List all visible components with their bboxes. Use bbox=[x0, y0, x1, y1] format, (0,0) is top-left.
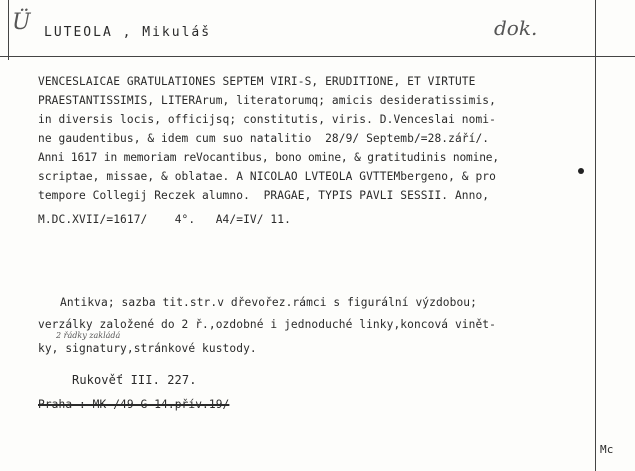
left-header-tick bbox=[8, 0, 9, 60]
record-line: Anni 1617 in memoriam reVocantibus, bono omine, & gratitudinis nomine, bbox=[38, 151, 499, 164]
ink-dot bbox=[578, 168, 584, 174]
handwritten-insert: 2 řádky zakládá bbox=[56, 331, 121, 340]
footer-mark: Mc bbox=[600, 443, 614, 456]
right-margin-line bbox=[595, 0, 596, 471]
note-line: ky, signatury,stránkové kustody. bbox=[38, 342, 257, 355]
note-line: Antikva; sazba tit.str.v dřevořez.rámci s figurální výzdobou; bbox=[60, 296, 477, 309]
record-line: VENCESLAICAE GRATULATIONES SEPTEM VIRI-S, ERUDITIONE, ET VIRTUTE bbox=[38, 75, 476, 88]
corner-mark: Ü bbox=[12, 10, 31, 35]
header-divider bbox=[0, 56, 635, 57]
note-line: verzálky založené do 2 ř.,ozdobné i jednoduché linky,koncová vinět- bbox=[38, 318, 496, 331]
card-heading: LUTEOLA , Mikuláš bbox=[44, 25, 212, 40]
record-line: ne gaudentibus, & idem cum suo natalitio 28/9/ Septemb/=28.září/. bbox=[38, 132, 490, 145]
reference: Rukověť III. 227. bbox=[72, 373, 197, 387]
record-line: tempore Collegij Reczek alumno. PRAGAE, TYPIS PAVLI SESSII. Anno, bbox=[38, 189, 490, 202]
record-line: in diversis locis, officijsq; constitutis, viris. D.Venceslai nomi- bbox=[38, 113, 496, 126]
struck-location: Praha : MK /49 G 14.přív.19/ bbox=[38, 398, 230, 411]
record-line: PRAESTANTISSIMIS, LITERArum, literatorumq; amicis desideratissimis, bbox=[38, 94, 496, 107]
signature: dok. bbox=[494, 16, 538, 40]
record-line: scriptae, missae, & oblatae. A NICOLAO LVTEOLA GVTTEMbergeno, & pro bbox=[38, 170, 496, 183]
record-line: M.DC.XVII/=1617/ 4°. A4/=IV/ 11. bbox=[38, 213, 291, 226]
